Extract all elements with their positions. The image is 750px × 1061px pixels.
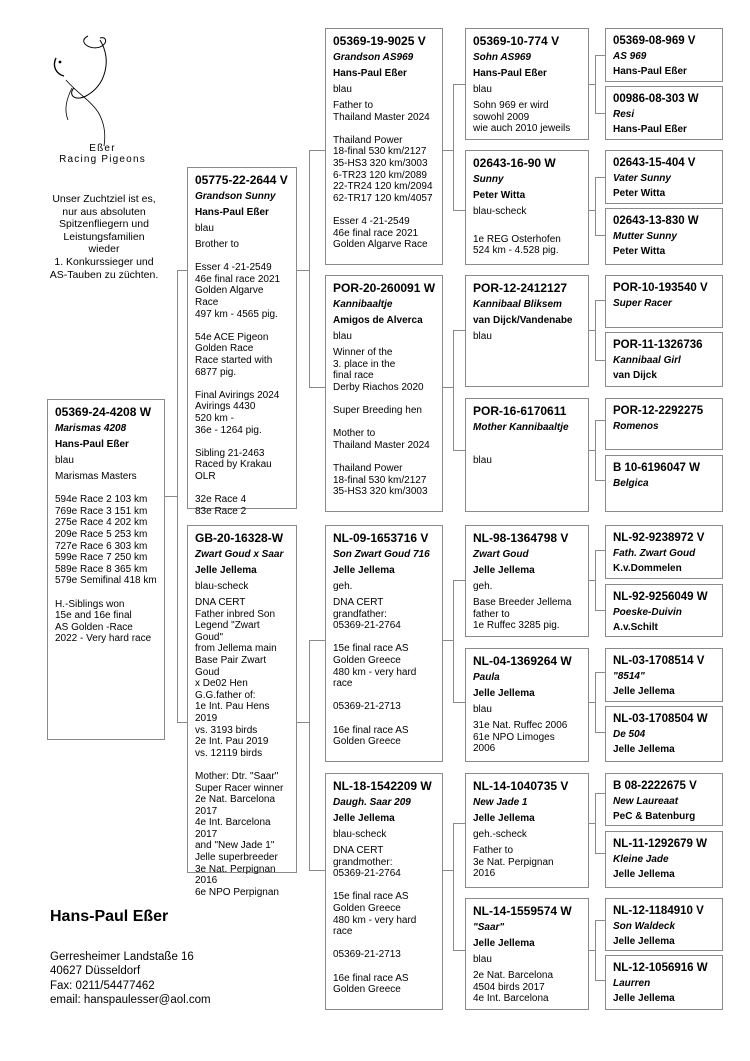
breeder-name: Amigos de Alverca bbox=[333, 315, 423, 326]
connector bbox=[595, 550, 605, 551]
connector bbox=[595, 420, 596, 480]
breeder-name: Hans-Paul Eßer bbox=[333, 68, 407, 79]
connector bbox=[595, 610, 605, 611]
pedigree-card-gen5 bbox=[605, 150, 723, 204]
pigeon-name: Resi bbox=[613, 109, 635, 120]
pigeon-name: AS 969 bbox=[613, 51, 647, 62]
pigeon-color: blau-scheck bbox=[195, 581, 249, 592]
pedigree-card-gen4 bbox=[465, 150, 589, 265]
pigeon-color: blau bbox=[473, 84, 492, 95]
breeder-name: Jelle Jellema bbox=[473, 938, 535, 949]
ring-number: NL-04-1369264 W bbox=[473, 654, 572, 668]
breeder-name: Jelle Jellema bbox=[195, 565, 257, 576]
connector bbox=[595, 360, 605, 361]
pedigree-card-gen4 bbox=[465, 398, 589, 512]
connector bbox=[595, 300, 605, 301]
pigeon-color: geh. bbox=[333, 581, 353, 592]
breeder-name: Hans-Paul Eßer bbox=[55, 439, 129, 450]
pigeon-name: "8514" bbox=[613, 671, 645, 682]
pedigree-card-gen4 bbox=[465, 275, 589, 387]
pigeon-color: blau-scheck bbox=[473, 206, 527, 217]
connector bbox=[177, 722, 187, 723]
ring-number: NL-11-1292679 W bbox=[613, 838, 707, 850]
pigeon-name: "Saar" bbox=[473, 922, 505, 933]
pedigree-card-gen5 bbox=[605, 275, 723, 328]
pigeon-color: blau-scheck bbox=[333, 829, 387, 840]
ring-number: NL-14-1559574 W bbox=[473, 904, 572, 918]
brand-line-2: Racing Pigeons bbox=[59, 154, 146, 165]
pedigree-card-gen4 bbox=[465, 28, 589, 140]
pigeon-description: DNA CERT Father inbred Son Legend "Zwart Goud" from Jellema main Base Pair Zwart Goud x De02 Hen G.G.father of: 1e Int. Pau Hens 2019 vs. 3193 birds 2e Int. Pau 2019 vs. 12119 birds Mother: Dtr. "Saar" Super Racer winner 2e Nat. Barcelona 2017 4e Int. Barcelona 2017 and "New Jade 1" Jelle superbreeder 3e Nat. Perpignan 2016 6e NPO Perpignan bbox=[195, 597, 284, 898]
pigeon-name: Marismas 4208 bbox=[55, 423, 127, 434]
connector bbox=[595, 920, 605, 921]
connector bbox=[595, 55, 605, 56]
breeder-name: Jelle Jellema bbox=[613, 936, 675, 947]
pigeon-color: geh.-scheck bbox=[473, 829, 527, 840]
pigeon-description: 1e REG Osterhofen 524 km - 4.528 pig. bbox=[473, 233, 561, 257]
connector bbox=[595, 672, 596, 732]
pigeon-name: Mother Kannibaaltje bbox=[473, 422, 569, 433]
breeder-name: Jelle Jellema bbox=[613, 993, 675, 1004]
connector bbox=[309, 387, 325, 388]
pigeon-color: blau bbox=[333, 84, 352, 95]
pedigree-card-gen5 bbox=[605, 332, 723, 387]
breeder-name: Jelle Jellema bbox=[473, 565, 535, 576]
ring-number: NL-18-1542209 W bbox=[333, 779, 432, 793]
breeder-name: Jelle Jellema bbox=[473, 813, 535, 824]
connector bbox=[297, 270, 309, 271]
ring-number: NL-98-1364798 V bbox=[473, 531, 569, 545]
ring-number: NL-12-1184910 V bbox=[613, 905, 704, 917]
connector bbox=[595, 480, 605, 481]
brand-line-1: Eßer bbox=[89, 143, 116, 154]
pedigree-card-gen5 bbox=[605, 648, 723, 702]
pigeon-name: Zwart Goud bbox=[473, 549, 529, 560]
connector bbox=[309, 870, 325, 871]
ring-number: NL-92-9238972 V bbox=[613, 532, 705, 544]
pedigree-card-gen3 bbox=[325, 525, 443, 762]
ring-number: NL-03-1708504 W bbox=[613, 713, 708, 725]
connector bbox=[297, 722, 309, 723]
connector bbox=[309, 150, 325, 151]
breeder-name: van Dijck/Vandenabe bbox=[473, 315, 573, 326]
connector bbox=[177, 270, 187, 271]
ring-number: B 08-2222675 V bbox=[613, 780, 697, 792]
pedigree-card-gen5 bbox=[605, 706, 723, 762]
breeder-name: Jelle Jellema bbox=[473, 688, 535, 699]
pigeon-name: Sohn AS969 bbox=[473, 52, 531, 63]
pedigree-card-gen4 bbox=[465, 773, 589, 888]
pigeon-name: Poeske-Duivin bbox=[613, 607, 682, 618]
pigeon-color: blau bbox=[473, 704, 492, 715]
connector bbox=[595, 672, 605, 673]
connector bbox=[309, 150, 310, 387]
ring-number: 02643-15-404 V bbox=[613, 157, 696, 169]
breeder-name: Hans-Paul Eßer bbox=[613, 124, 687, 135]
connector bbox=[595, 55, 596, 113]
ring-number: GB-20-16328-W bbox=[195, 531, 284, 545]
connector bbox=[453, 84, 454, 210]
connector bbox=[443, 387, 453, 388]
connector bbox=[453, 450, 465, 451]
pigeon-color: blau bbox=[473, 331, 492, 342]
pigeon-name: Zwart Goud x Saar bbox=[195, 549, 284, 560]
ring-number: 05369-10-774 V bbox=[473, 34, 560, 48]
pedigree-card-gen4 bbox=[465, 648, 589, 762]
ring-number: B 10-6196047 W bbox=[613, 462, 700, 474]
pigeon-name: New Jade 1 bbox=[473, 797, 528, 808]
connector bbox=[595, 853, 605, 854]
ring-number: POR-10-193540 V bbox=[613, 282, 708, 294]
ring-number: POR-16-6170611 bbox=[473, 404, 567, 418]
breeder-name: Jelle Jellema bbox=[333, 813, 395, 824]
connector bbox=[453, 84, 465, 85]
ring-number: NL-14-1040735 V bbox=[473, 779, 569, 793]
pigeon-name: Vater Sunny bbox=[613, 173, 671, 184]
ring-number: 05369-08-969 V bbox=[613, 35, 696, 47]
pigeon-color: geh. bbox=[473, 581, 493, 592]
pigeon-color: blau bbox=[55, 455, 74, 466]
ring-number: 05369-24-4208 W bbox=[55, 405, 152, 419]
connector bbox=[309, 640, 325, 641]
connector bbox=[595, 980, 605, 981]
pigeon-description: Sohn 969 er wird sowohl 2009 wie auch 2010 jeweils bbox=[473, 100, 571, 135]
brand-name bbox=[30, 143, 175, 165]
ring-number: 02643-13-830 W bbox=[613, 215, 699, 227]
ring-number: NL-12-1056916 W bbox=[613, 962, 708, 974]
pedigree-card-gen3 bbox=[325, 275, 443, 512]
connector bbox=[177, 270, 178, 722]
pigeon-name: Daugh. Saar 209 bbox=[333, 797, 411, 808]
ring-number: NL-92-9256049 W bbox=[613, 591, 708, 603]
owner-name: Hans-Paul Eßer bbox=[50, 908, 169, 925]
pigeon-name: Grandson AS969 bbox=[333, 52, 414, 63]
connector bbox=[453, 950, 465, 951]
pigeon-description: Brother to Esser 4 -21-2549 46e final race 2021 Golden Algarve Race 497 km - 4565 pig. 54e ACE Pigeon Golden Race Race started with 6877 pig. Final Avirings 2024 Avirings 4430 520 km - 36e - 1264 pig. Sibling 21-2463 Raced by Krakau OLR 32e Race 4 83e Race 2 bbox=[195, 239, 281, 517]
owner-address: Gerresheimer Landstaße 16 40627 Düsseldorf Fax: 0211/54477462 email: hanspaulesser@aol.com bbox=[50, 951, 211, 1006]
connector bbox=[595, 793, 605, 794]
dove-logo-icon bbox=[46, 30, 116, 148]
pigeon-description: Marismas Masters 594e Race 2 103 km 769e Race 3 151 km 275e Race 4 202 km 209e Race 5 253 km 727e Race 6 303 km 599e Race 7 250 km 589e Race 8 365 km 579e Semifinal 418 km H.-Siblings won 15e and 16e final AS Golden -Race 2022 - Very hard race bbox=[55, 471, 157, 645]
pigeon-color: blau bbox=[473, 954, 492, 965]
connector bbox=[453, 823, 454, 950]
connector bbox=[453, 330, 454, 450]
pigeon-name: De 504 bbox=[613, 729, 646, 740]
ring-number: POR-12-2412127 bbox=[473, 281, 568, 295]
pedigree-card-gen3 bbox=[325, 28, 443, 265]
connector bbox=[443, 640, 453, 641]
connector bbox=[165, 496, 177, 497]
pedigree-card-gen5 bbox=[605, 773, 723, 826]
pedigree-card-subject bbox=[47, 399, 165, 740]
pigeon-color: blau bbox=[333, 331, 352, 342]
connector bbox=[443, 150, 453, 151]
pigeon-name: Kannibaal Bliksem bbox=[473, 299, 562, 310]
connector bbox=[453, 330, 465, 331]
breeder-name: Jelle Jellema bbox=[613, 686, 675, 697]
ring-number: 00986-08-303 W bbox=[613, 93, 699, 105]
breeder-name: Hans-Paul Eßer bbox=[195, 207, 269, 218]
pigeon-name: New Laureaat bbox=[613, 796, 679, 807]
pedigree-card-gen5 bbox=[605, 208, 723, 265]
breeder-name: Hans-Paul Eßer bbox=[613, 66, 687, 77]
pigeon-name: Kannibaal Girl bbox=[613, 355, 681, 366]
pigeon-color: blau bbox=[195, 223, 214, 234]
pigeon-color: blau bbox=[473, 455, 492, 466]
pedigree-card-gen5 bbox=[605, 955, 723, 1010]
ring-number: POR-12-2292275 bbox=[613, 405, 704, 417]
pigeon-description: Winner of the 3. place in the final race Derby Riachos 2020 Super Breeding hen Mother to Thailand Master 2024 Thailand Power 18-final 530 km/2127 35-HS3 320 km/3003 bbox=[333, 347, 430, 498]
connector bbox=[453, 580, 465, 581]
ring-number: NL-03-1708514 V bbox=[613, 655, 705, 667]
pigeon-description: DNA CERT grandmother: 05369-21-2764 15e final race AS Golden Greece 480 km - very hard race 05369-21-2713 16e final race AS Golden Greece bbox=[333, 845, 417, 996]
breeding-goal-text: Unser Zuchtziel ist es, nur aus absoluten Spitzenfliegern und Leistungsfamilien wieder 1. Konkurssieger und AS-Tauben zu züchten. bbox=[49, 193, 159, 281]
breeder-name: Jelle Jellema bbox=[333, 565, 395, 576]
pigeon-description: Father to Thailand Master 2024 Thailand Power 18-final 530 km/2127 35-HS3 320 km/3003 6-TR23 120 km/2089 22-TR24 120 km/2094 62-TR17 120 km/4057 Esser 4 -21-2549 46e final race 2021 Golden Algarve Race bbox=[333, 100, 433, 251]
pigeon-description: DNA CERT grandfather: 05369-21-2764 15e final race AS Golden Greece 480 km - very hard race 05369-21-2713 16e final race AS Golden Greece bbox=[333, 597, 417, 748]
breeder-name: van Dijck bbox=[613, 370, 657, 381]
pigeon-description: Father to 3e Nat. Perpignan 2016 bbox=[473, 845, 554, 880]
ring-number: POR-20-260091 W bbox=[333, 281, 436, 295]
pigeon-name: Laurren bbox=[613, 978, 651, 989]
pigeon-description: 31e Nat. Ruffec 2006 61e NPO Limoges 2006 bbox=[473, 720, 568, 755]
pigeon-description: Base Breeder Jellema father to 1e Ruffec 3285 pig. bbox=[473, 597, 572, 632]
pigeon-name: Sunny bbox=[473, 174, 504, 185]
breeder-name: Jelle Jellema bbox=[613, 744, 675, 755]
connector bbox=[453, 823, 465, 824]
connector bbox=[595, 177, 596, 235]
breeder-name: A.v.Schilt bbox=[613, 622, 658, 633]
connector bbox=[453, 580, 454, 702]
connector bbox=[595, 113, 605, 114]
connector bbox=[595, 920, 596, 980]
pigeon-name: Mutter Sunny bbox=[613, 231, 677, 242]
connector bbox=[595, 177, 605, 178]
pigeon-name: Son Waldeck bbox=[613, 921, 676, 932]
pedigree-card-gen4 bbox=[465, 898, 589, 1010]
pigeon-name: Paula bbox=[473, 672, 500, 683]
pigeon-name: Kannibaaltje bbox=[333, 299, 393, 310]
ring-number: POR-11-1326736 bbox=[613, 339, 703, 351]
connector bbox=[309, 640, 310, 870]
pigeon-name: Fath. Zwart Goud bbox=[613, 548, 696, 559]
connector bbox=[595, 235, 605, 236]
ring-number: 02643-16-90 W bbox=[473, 156, 556, 170]
pedigree-card-gen5 bbox=[605, 28, 723, 82]
breeder-name: Peter Witta bbox=[473, 190, 526, 201]
connector bbox=[595, 793, 596, 853]
connector bbox=[453, 702, 465, 703]
pedigree-card-gen5 bbox=[605, 525, 723, 579]
ring-number: 05369-19-9025 V bbox=[333, 34, 426, 48]
pedigree-card-dam bbox=[187, 525, 297, 898]
pedigree-card-gen5 bbox=[605, 831, 723, 888]
pedigree-card-gen5 bbox=[605, 898, 723, 951]
pigeon-name: Grandson Sunny bbox=[195, 191, 276, 202]
pedigree-card-gen5 bbox=[605, 584, 723, 637]
ring-number: NL-09-1653716 V bbox=[333, 531, 429, 545]
pedigree-card-gen5 bbox=[605, 86, 723, 140]
pedigree-card-gen4 bbox=[465, 525, 589, 637]
pedigree-card-gen5 bbox=[605, 398, 723, 450]
pigeon-description: 2e Nat. Barcelona 4504 birds 2017 4e Int. Barcelona bbox=[473, 970, 554, 1005]
breeder-name: PeC & Batenburg bbox=[613, 811, 696, 822]
pedigree-card-gen5 bbox=[605, 455, 723, 512]
connector bbox=[453, 210, 465, 211]
breeder-name: Peter Witta bbox=[613, 246, 666, 257]
connector bbox=[595, 732, 605, 733]
connector bbox=[595, 300, 596, 360]
pigeon-name: Kleine Jade bbox=[613, 854, 669, 865]
ring-number: 05775-22-2644 V bbox=[195, 173, 288, 187]
pedigree-card-sire bbox=[187, 167, 297, 517]
pigeon-name: Belgica bbox=[613, 478, 649, 489]
pigeon-name: Son Zwart Goud 716 bbox=[333, 549, 430, 560]
pedigree-card-gen3 bbox=[325, 773, 443, 1010]
connector bbox=[595, 550, 596, 610]
breeder-name: Hans-Paul Eßer bbox=[473, 68, 547, 79]
connector bbox=[443, 870, 453, 871]
breeder-name: Peter Witta bbox=[613, 188, 666, 199]
pigeon-name: Super Racer bbox=[613, 298, 672, 309]
breeder-name: Jelle Jellema bbox=[613, 869, 675, 880]
breeder-name: K.v.Dommelen bbox=[613, 563, 682, 574]
pigeon-name: Romenos bbox=[613, 421, 659, 432]
connector bbox=[595, 420, 605, 421]
